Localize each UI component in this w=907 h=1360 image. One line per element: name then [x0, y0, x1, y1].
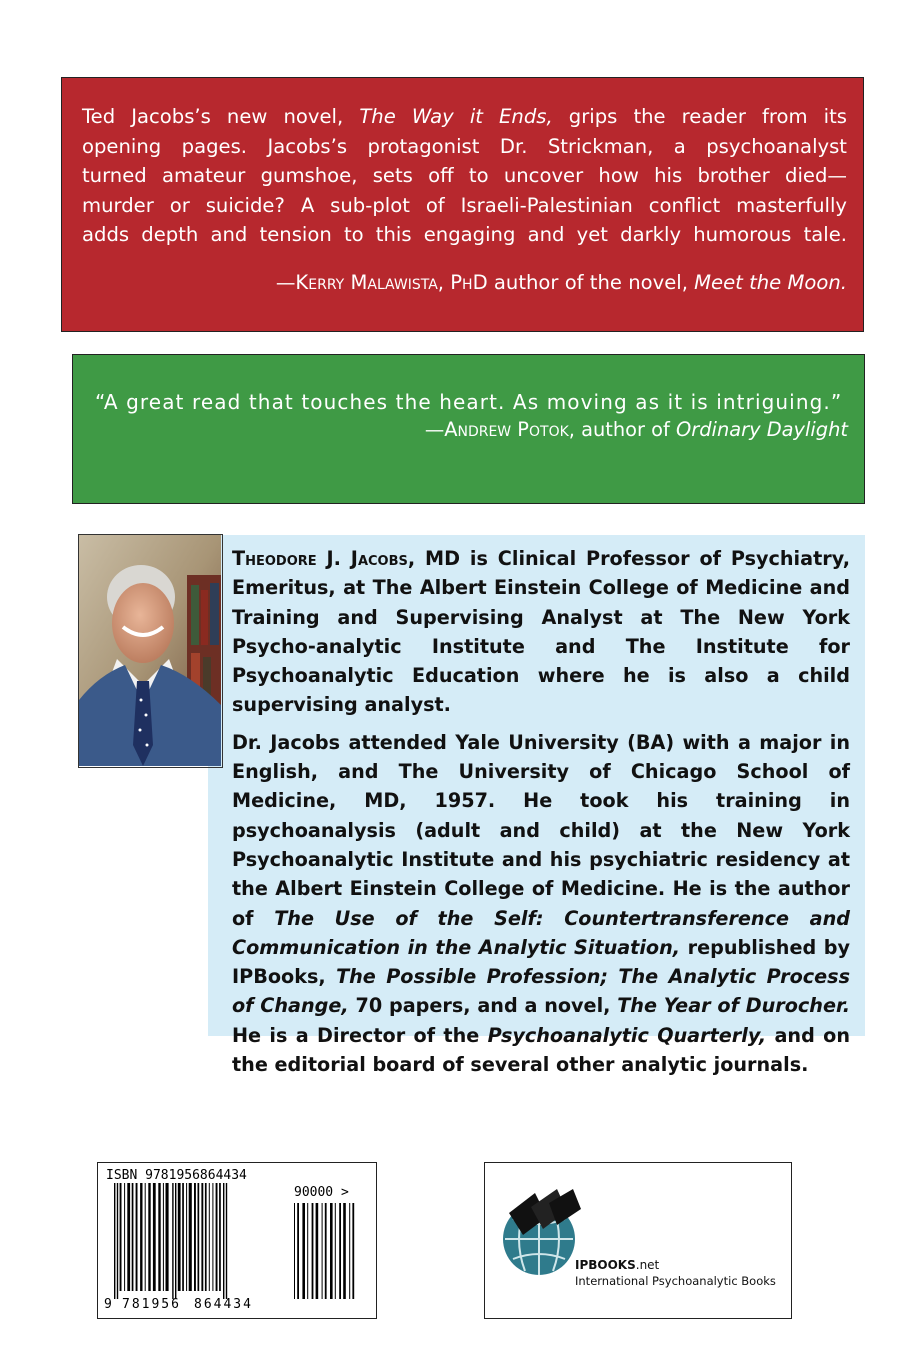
barcode-bar — [223, 1183, 224, 1299]
publisher-logo-box — [484, 1162, 792, 1319]
addon-bar — [330, 1203, 333, 1299]
addon-bar — [294, 1203, 295, 1299]
barcode-digits-right: 864434 — [194, 1297, 253, 1312]
barcode-bar — [178, 1183, 181, 1291]
isbn-label: ISBN 9781956864434 — [106, 1168, 247, 1183]
book-title: The Year of Durocher. — [617, 994, 850, 1018]
reviewer-name: Andrew Potok — [444, 418, 569, 441]
reviewer-name: Kerry Malawista, PhD — [295, 270, 488, 294]
barcode-digits-left: 781956 — [122, 1297, 181, 1312]
barcode-bar — [175, 1183, 176, 1299]
bio-paragraph-1: Theodore J. Jacobs, MD is Clinical Professor of Psychiatry, Emeritus, at The Albert Einstein College of Medicine and Training and Supervising Analyst at The New York Psycho-analytic Institute and The Institute for Psychoanalytic Education where he is also a child supervising analyst. — [232, 547, 851, 717]
journal-title: Psychoanalytic Quarterly, — [487, 1023, 767, 1047]
addon-bar — [312, 1203, 314, 1299]
barcode-bar — [219, 1183, 221, 1291]
barcode-bar — [163, 1183, 164, 1291]
review-1-line: murder or suicide? A sub-plot of Israeli-Palestinian conflict masterfully — [82, 193, 847, 217]
isbn-barcode — [97, 1162, 377, 1319]
barcode-bar — [140, 1183, 142, 1291]
barcode-bar — [209, 1183, 210, 1291]
barcode-bar — [194, 1183, 196, 1291]
author-portrait-image — [79, 535, 221, 766]
barcode-bar — [166, 1183, 169, 1291]
barcode-bar — [114, 1183, 115, 1299]
bio-paragraph-2: Dr. Jacobs attended Yale University (BA) with a major in English, and The University of Chicago School of Medicine, MD, 1957. He took his training in psychoanalysis (adult and child) at the New York Psychoanalytic Institute and his psychiatric residency at the Albert Einstein College of Medicine. He is the author of The Use of the Self: Countertransference and Communication in the Analytic Situation, republished by IPBooks, The Possible Profession; The Analytic Process of Change, 70 papers, and a novel, The Year of Durocher. He is a Director of the Psychoanalytic Quarterly, and on the editorial board of several other analytic journals. — [232, 730, 850, 1077]
review-1-line: turned amateur gumshoe, sets off to uncover how his brother died— — [82, 164, 847, 187]
barcode-bar — [117, 1183, 118, 1299]
review-1-line: opening pages. Jacobs’s protagonist Dr. Strickman, a psychoanalyst — [82, 134, 847, 158]
barcode-bar — [136, 1183, 138, 1291]
barcode-bar — [201, 1183, 203, 1291]
author-photo — [78, 534, 223, 768]
barcode-bar — [124, 1183, 125, 1291]
publisher-full-name: International Psychoanalytic Books — [575, 1274, 776, 1288]
globe-books-logo-icon — [495, 1183, 585, 1303]
barcode-bar — [132, 1183, 134, 1291]
barcode-bar — [216, 1183, 218, 1291]
reviewer-book: Meet the Moon. — [694, 270, 847, 294]
novel-title: The Way it Ends, — [359, 105, 553, 128]
addon-bar — [302, 1203, 305, 1299]
barcode-bar — [186, 1183, 187, 1291]
barcode-bar — [145, 1183, 146, 1291]
barcode-bar — [212, 1183, 213, 1291]
barcode-bar — [189, 1183, 192, 1291]
barcode-bar — [158, 1183, 160, 1291]
review-2-attribution: —Andrew Potok, author of Ordinary Daylight — [424, 418, 848, 441]
book-title: The Possible Profession; The Analytic Process of Change, — [232, 965, 850, 1018]
addon-bar — [343, 1203, 346, 1299]
review-2-quote: “A great read that touches the heart. As moving as it is intriguing.” — [95, 390, 843, 414]
review-1-line: Ted Jacobs’s new novel, The Way it Ends, grips the reader from its — [82, 105, 848, 128]
addon-bar — [297, 1203, 299, 1299]
review-box-secondary — [72, 354, 865, 504]
review-box-primary — [61, 77, 864, 332]
barcode-bar — [205, 1183, 207, 1291]
addon-bar — [316, 1203, 319, 1299]
barcode-digit-lead: 9 — [104, 1297, 112, 1312]
addon-bar — [339, 1203, 341, 1299]
addon-bar — [335, 1203, 336, 1299]
review-1-text — [82, 102, 847, 250]
barcode-bar — [198, 1183, 200, 1291]
reviewer-book: Ordinary Daylight — [676, 418, 848, 441]
book-title: The Use of the Self: Countertransference and Communication in the Analytic Situation, — [232, 906, 850, 959]
addon-bar — [352, 1203, 354, 1299]
addon-bar — [349, 1203, 350, 1299]
barcode-bar — [226, 1183, 227, 1299]
publisher-brand: IPBOOKS.net — [575, 1258, 660, 1272]
author-bio — [232, 544, 850, 1087]
price-code: 90000 > — [294, 1185, 349, 1200]
barcode-bar — [120, 1183, 122, 1291]
review-1-line: adds depth and tension to this engaging and yet darkly humorous tale. — [82, 223, 847, 246]
barcode-bar — [127, 1183, 130, 1291]
barcode-bar — [172, 1183, 173, 1299]
author-name: Theodore J. Jacobs — [232, 547, 408, 570]
addon-bar — [325, 1203, 327, 1299]
addon-bar — [307, 1203, 308, 1299]
barcode-bar — [153, 1183, 156, 1291]
review-1-attribution: —Kerry Malawista, PhD author of the novel, Meet the Moon. — [275, 270, 847, 294]
barcode-bar — [148, 1183, 150, 1291]
barcode-bar — [182, 1183, 184, 1291]
addon-bar — [322, 1203, 323, 1299]
